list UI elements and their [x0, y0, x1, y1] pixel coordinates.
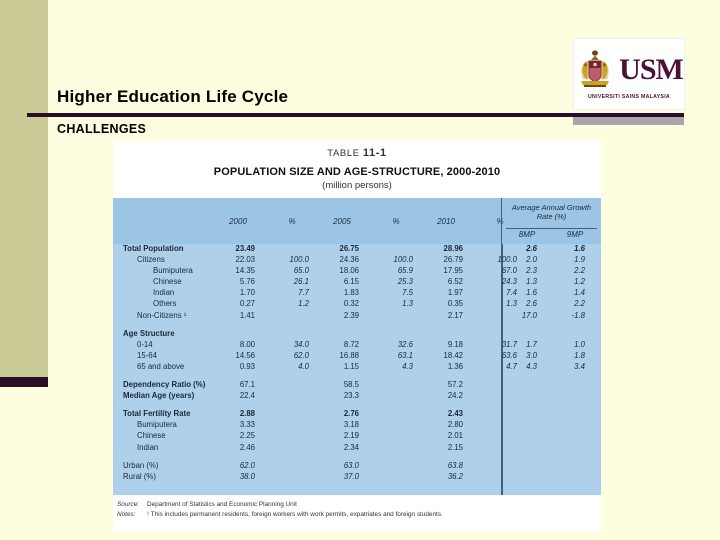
row-value: 8.00: [239, 339, 255, 349]
row-growth-value: 2.0: [526, 255, 537, 265]
row-value: 58.5: [343, 380, 359, 390]
notes-text: ¹ This includes permanent residents, foreign workers with work permits, expatriates and foreign students.: [147, 510, 443, 518]
row-value: 1.70: [239, 288, 255, 298]
row-growth-value: 1.4: [574, 288, 585, 298]
row-growth-value: 2.6: [526, 244, 537, 253]
row-value: 36.2: [447, 471, 463, 481]
table-row: [113, 244, 601, 255]
row-value: 62.0: [239, 460, 255, 470]
row-spacer: [113, 322, 601, 329]
usm-logo: [573, 38, 685, 110]
row-value: 0.32: [343, 299, 359, 309]
row-value: 1.15: [343, 361, 359, 371]
column-header-2: %: [288, 217, 296, 226]
row-value: 2.19: [343, 431, 359, 441]
table-row: [113, 266, 601, 277]
growth-rate-header-title: Average Annual Growth Rate (%): [511, 203, 592, 222]
row-value: 28.96: [443, 244, 463, 253]
row-growth-value: 1.3: [526, 277, 537, 287]
row-spacer: [113, 402, 601, 409]
row-label: Non-Citizens ¹: [137, 310, 187, 320]
row-label: Others: [153, 299, 177, 309]
column-header-4: %: [392, 217, 400, 226]
table-row: [113, 362, 601, 373]
row-value: 38.0: [239, 471, 255, 481]
row-value: 1.97: [447, 288, 463, 298]
growth-subcolumn-header-1: 8MP: [518, 230, 536, 239]
row-growth-value: 1.6: [526, 288, 537, 298]
heraldic-crest-icon: [575, 49, 615, 91]
row-value: 22.4: [239, 391, 255, 401]
row-growth-value: 2.2: [574, 299, 585, 309]
row-value: 100.0: [497, 255, 517, 265]
row-value: 16.88: [339, 350, 359, 360]
table-rows-container: [113, 244, 601, 483]
row-value: 4.3: [402, 361, 413, 371]
row-value: 3.18: [343, 420, 359, 430]
column-header-1: 2000: [229, 217, 247, 226]
row-label: Bumiputera: [137, 420, 177, 430]
row-value: 2.46: [239, 442, 255, 452]
table-source-note: [117, 500, 601, 510]
source-label: Source:: [117, 501, 140, 508]
logo-underbar: [573, 117, 684, 125]
row-label: Urban (%): [123, 460, 159, 470]
table-row: [113, 255, 601, 266]
row-value: 14.56: [235, 350, 255, 360]
row-value: 25.3: [397, 277, 413, 287]
table-row: [113, 277, 601, 288]
table-row: [113, 391, 601, 402]
table-row: [113, 431, 601, 442]
row-growth-value: 17.0: [521, 310, 537, 320]
row-value: 37.0: [343, 471, 359, 481]
row-label: Median Age (years): [123, 391, 195, 401]
row-value: 9.18: [447, 339, 463, 349]
table-row: [113, 420, 601, 431]
row-spacer: [113, 454, 601, 461]
row-label: Chinese: [153, 277, 182, 287]
row-value: 4.7: [506, 361, 517, 371]
row-value: 26.75: [339, 244, 359, 253]
row-value: 23.49: [235, 244, 255, 253]
row-value: 24.3: [501, 277, 517, 287]
row-spacer: [113, 373, 601, 380]
table-row: [113, 443, 601, 454]
row-growth-value: 2.2: [574, 266, 585, 276]
row-value: 100.0: [289, 255, 309, 265]
logo-wordmark: USM: [619, 53, 683, 86]
row-value: 2.01: [447, 431, 463, 441]
row-label: Bumiputera: [153, 266, 193, 276]
table-row: [113, 380, 601, 391]
row-value: 2.34: [343, 442, 359, 452]
row-value: 2.76: [343, 409, 359, 419]
table-row: [113, 461, 601, 472]
growth-rate-header-rule: [506, 228, 597, 229]
row-value: 3.33: [239, 420, 255, 430]
row-value: 2.43: [447, 409, 463, 419]
logo-row: [575, 48, 683, 92]
row-value: 65.0: [293, 266, 309, 276]
row-growth-value: 2.6: [526, 299, 537, 309]
row-value: 63.6: [501, 350, 517, 360]
row-value: 0.27: [239, 299, 255, 309]
column-header-6: %: [496, 217, 504, 226]
row-label: Indian: [137, 442, 159, 452]
row-value: 1.36: [447, 361, 463, 371]
row-value: 2.25: [239, 431, 255, 441]
table-row: [113, 340, 601, 351]
page-subtitle: CHALLENGES: [57, 122, 147, 136]
row-value: 5.76: [239, 277, 255, 287]
growth-subcolumn-header-2: 9MP: [566, 230, 584, 239]
row-value: 63.1: [397, 350, 413, 360]
row-growth-value: 1.8: [574, 350, 585, 360]
table-number: 11-1: [362, 147, 387, 159]
row-value: 18.06: [339, 266, 359, 276]
row-value: 2.17: [447, 310, 463, 320]
row-value: 2.39: [343, 310, 359, 320]
table-footnotes: [113, 495, 601, 519]
page-title: Higher Education Life Cycle: [57, 87, 289, 106]
growth-rate-header-group: [501, 198, 601, 244]
table-row: [113, 299, 601, 310]
row-value: 7.7: [298, 288, 309, 298]
table-row: [113, 288, 601, 299]
row-growth-value: 4.3: [526, 361, 537, 371]
table-header-band: [113, 198, 601, 244]
row-value: 2.80: [447, 420, 463, 430]
row-value: 1.83: [343, 288, 359, 298]
logo-caption: UNIVERSITI SAINS MALAYSIA: [588, 94, 670, 100]
row-value: 18.42: [443, 350, 463, 360]
column-header-5: 2010: [437, 217, 455, 226]
row-value: 100.0: [393, 255, 413, 265]
left-decor-band: [0, 0, 48, 377]
row-value: 1.2: [298, 299, 309, 309]
row-value: 2.15: [447, 442, 463, 452]
table-notes-note: [117, 510, 601, 520]
row-label: 15-64: [137, 350, 157, 360]
row-label: 65 and above: [137, 361, 185, 371]
row-value: 34.0: [293, 339, 309, 349]
row-value: 0.35: [447, 299, 463, 309]
row-value: 26.1: [293, 277, 309, 287]
row-value: 8.72: [343, 339, 359, 349]
table-row: [113, 409, 601, 420]
population-table-figure: [113, 141, 601, 531]
row-growth-value: 2.3: [526, 266, 537, 276]
column-header-3: 2005: [333, 217, 351, 226]
row-value: 63.8: [447, 460, 463, 470]
row-value: 7.4: [506, 288, 517, 298]
row-value: 14.35: [235, 266, 255, 276]
row-label: Total Population: [123, 244, 184, 253]
row-growth-value: 3.4: [574, 361, 585, 371]
table-row: [113, 329, 601, 340]
row-value: 32.6: [397, 339, 413, 349]
row-label: Age Structure: [123, 328, 175, 338]
table-body: [113, 244, 601, 495]
table-row: [113, 472, 601, 483]
row-value: 67.0: [501, 266, 517, 276]
row-label: Citizens: [137, 255, 165, 265]
row-growth-value: 1.6: [574, 244, 585, 253]
row-label: Chinese: [137, 431, 166, 441]
row-growth-value: -1.8: [571, 310, 585, 320]
table-caption: [113, 141, 601, 191]
row-value: 63.0: [343, 460, 359, 470]
row-label: Total Fertility Rate: [123, 409, 191, 419]
row-value: 2.88: [239, 409, 255, 419]
row-value: 7.5: [402, 288, 413, 298]
row-value: 22.03: [235, 255, 255, 265]
row-value: 31.7: [501, 339, 517, 349]
row-growth-value: 1.9: [574, 255, 585, 265]
row-value: 23.3: [343, 391, 359, 401]
table-row: [113, 311, 601, 322]
row-value: 24.36: [339, 255, 359, 265]
row-growth-value: 3.0: [526, 350, 537, 360]
row-growth-value: 1.7: [526, 339, 537, 349]
row-value: 0.93: [239, 361, 255, 371]
table-number-prefix: TABLE: [327, 148, 360, 159]
row-value: 4.0: [298, 361, 309, 371]
row-label: 0-14: [137, 339, 153, 349]
row-value: 6.15: [343, 277, 359, 287]
row-value: 24.2: [447, 391, 463, 401]
table-number-line: [113, 147, 601, 159]
row-label: Dependency Ratio (%): [123, 380, 206, 390]
row-value: 62.0: [293, 350, 309, 360]
source-text: Department of Statistics and Economic Planning Unit: [147, 501, 297, 508]
row-growth-value: 1.2: [574, 277, 585, 287]
row-value: 65.9: [397, 266, 413, 276]
table-units-subtitle: (million persons): [322, 180, 392, 191]
row-value: 67.1: [239, 380, 255, 390]
table-title: POPULATION SIZE AND AGE-STRUCTURE, 2000-2010: [213, 166, 501, 178]
left-decor-band-foot: [0, 377, 48, 387]
notes-label: Notes:: [117, 510, 136, 518]
row-value: 26.79: [443, 255, 463, 265]
row-value: 1.41: [239, 310, 255, 320]
table-row: [113, 351, 601, 362]
row-label: Indian: [153, 288, 175, 298]
row-value: 1.3: [506, 299, 517, 309]
row-value: 1.3: [402, 299, 413, 309]
row-value: 57.2: [447, 380, 463, 390]
row-value: 17.95: [443, 266, 463, 276]
row-value: 6.52: [447, 277, 463, 287]
row-growth-value: 1.0: [574, 339, 585, 349]
row-label: Rural (%): [123, 471, 156, 481]
